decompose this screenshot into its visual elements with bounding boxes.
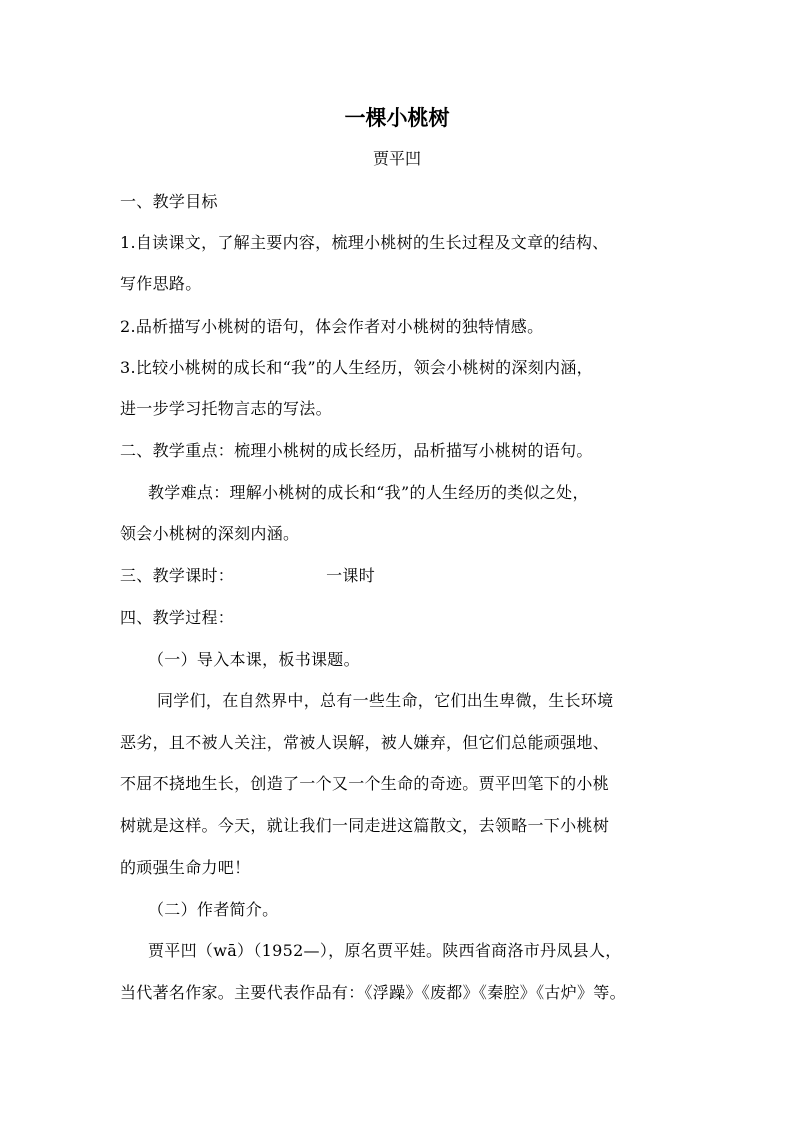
section-heading-process: 四、教学过程： bbox=[120, 608, 235, 627]
section-heading-key-points: 二、教学重点：梳理小桃树的成长经历，品析描写小桃树的语句。 bbox=[120, 441, 593, 460]
section-heading-objectives: 一、教学目标 bbox=[120, 192, 218, 211]
difficulty-line-2: 领会小桃树的深刻内涵。 bbox=[120, 524, 300, 543]
intro-paragraph-line-5: 的顽强生命力吧！ bbox=[120, 858, 251, 877]
step-2-heading: （二）作者简介。 bbox=[148, 900, 279, 919]
objective-3-line-2: 进一步学习托物言志的写法。 bbox=[120, 399, 332, 418]
periods-value: 一课时 bbox=[326, 566, 376, 585]
objective-1-line-2: 写作思路。 bbox=[120, 274, 202, 293]
objective-1-line-1: 1.自读课文，了解主要内容，梳理小桃树的生长过程及文章的结构、 bbox=[120, 233, 609, 252]
difficulty-line-1: 教学难点：理解小桃树的成长和“我”的人生经历的类似之处， bbox=[148, 483, 589, 502]
step-1-heading: （一）导入本课，板书课题。 bbox=[148, 650, 360, 669]
intro-paragraph-line-2: 恶劣，且不被人关注，常被人误解，被人嫌弃，但它们总能顽强地、 bbox=[120, 733, 610, 752]
section-heading-periods bbox=[120, 565, 690, 587]
objective-3-line-1: 3.比较小桃树的成长和“我”的人生经历，领会小桃树的深刻内涵， bbox=[120, 358, 593, 377]
periods-label: 三、教学课时： bbox=[120, 566, 235, 585]
intro-paragraph-line-4: 树就是这样。今天，就让我们一同走进这篇散文，去领略一下小桃树 bbox=[120, 816, 610, 835]
intro-paragraph-line-1: 同学们，在自然界中，总有一些生命，它们出生卑微，生长环境 bbox=[157, 691, 614, 710]
intro-paragraph-line-3: 不屈不挠地生长，创造了一个又一个生命的奇迹。贾平凹笔下的小桃 bbox=[120, 774, 610, 793]
document-author: 贾平凹 bbox=[372, 149, 421, 168]
author-bio-line-1: 贾平凹（wā）（1952—），原名贾平娃。陕西省商洛市丹凤县人， bbox=[148, 941, 622, 960]
document-title: 一棵小桃树 bbox=[344, 105, 450, 130]
objective-2: 2.品析描写小桃树的语句，体会作者对小桃树的独特情感。 bbox=[120, 317, 544, 336]
author-bio-line-2: 当代著名作家。主要代表作品有：《浮躁》《废都》《秦腔》《古炉》等。 bbox=[120, 983, 626, 1002]
